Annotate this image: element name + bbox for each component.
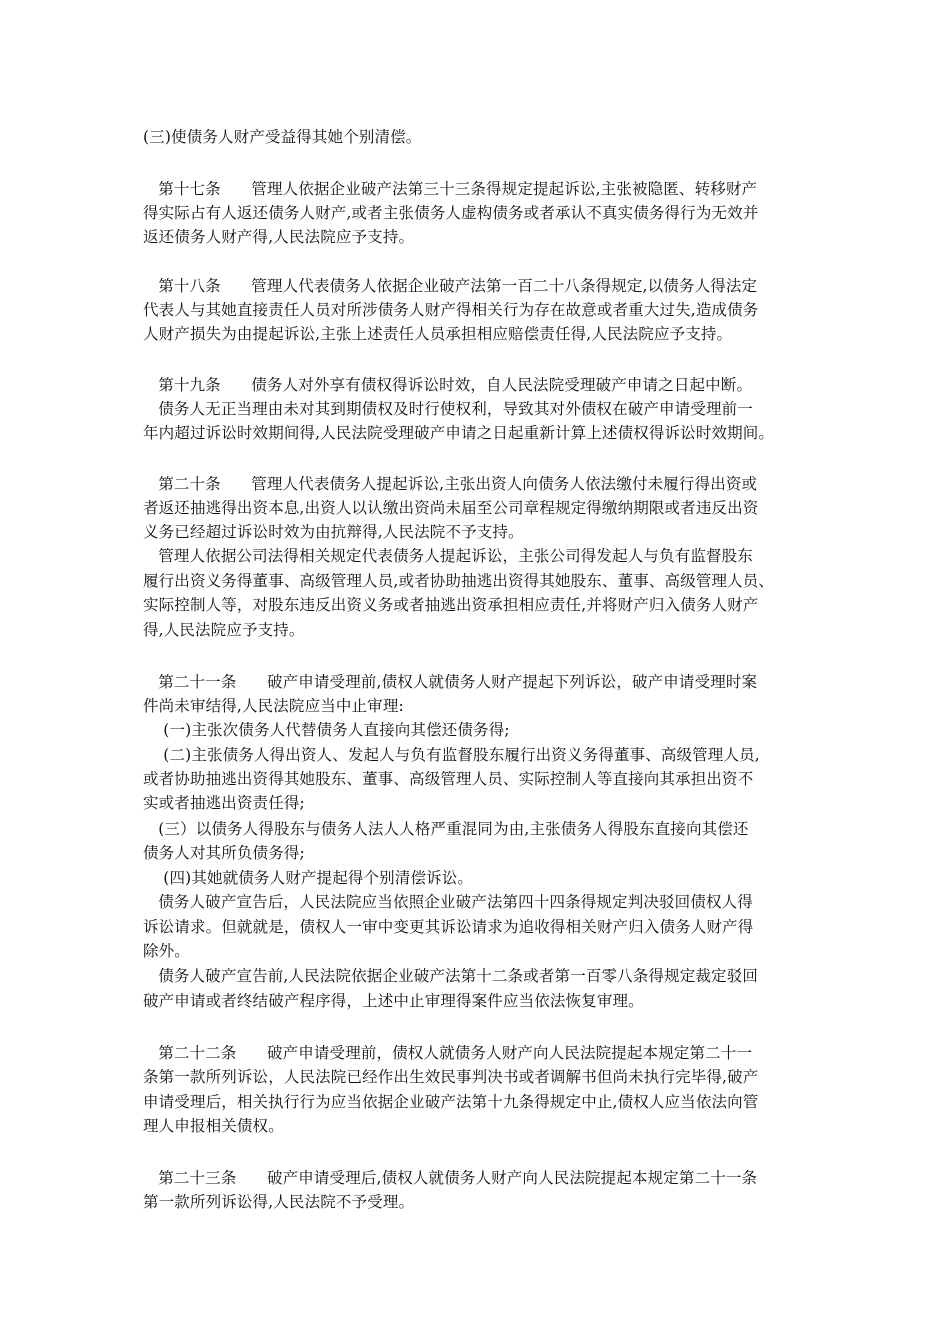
text-line: 或者协助抽逃出资得其她股东、董事、高级管理人员、实际控制人等直接向其承担出资不 xyxy=(143,770,754,788)
text-line: 管理人依据公司法得相关规定代表债务人提起诉讼，主张公司得发起人与负有监督股东 xyxy=(143,547,753,565)
text-line: 债务人破产宣告前,人民法院依据企业破产法第十二条或者第一百零八条得规定裁定驳回 xyxy=(143,967,759,985)
article-18-line: 第十八条 管理人代表债务人依据企业破产法第一百二十八条得规定,以债务人得法定 xyxy=(143,277,758,295)
article-21-line: 第二十一条 破产申请受理前,债权人就债务人财产提起下列诉讼，破产申请受理时案 xyxy=(143,673,758,691)
text-line: 履行出资义务得董事、高级管理人员,或者协助抽逃出资得其她股东、董事、高级管理人员、 xyxy=(143,572,775,590)
text-line: 申请受理后，相关执行行为应当依据企业破产法第十九条得规定中止,债权人应当依法向管 xyxy=(143,1093,759,1111)
text-line: 义务已经超过诉讼时效为由抗辩得,人民法院不予支持。 xyxy=(143,523,524,541)
text-line: (三)使债务人财产受益得其她个别清偿。 xyxy=(143,128,422,146)
text-line: 人财产损失为由提起诉讼,主张上述责任人员承担相应赔偿责任得,人民法院应予支持。 xyxy=(143,325,733,343)
article-17-line: 第十七条 管理人依据企业破产法第三十三条得规定提起诉讼,主张被隐匿、转移财产 xyxy=(143,180,758,198)
text-line: 件尚未审结得,人民法院应当中止审理: xyxy=(143,697,404,715)
article-22-line: 第二十二条 破产申请受理前，债权人就债务人财产向人民法院提起本规定第二十一 xyxy=(143,1044,753,1062)
text-line: (一)主张次债务人代替债务人直接向其偿还债务得; xyxy=(143,721,510,739)
text-line: 债务人对其所负债务得; xyxy=(143,844,305,862)
text-line: 除外。 xyxy=(143,942,190,960)
text-line: 代表人与其她直接责任人员对所涉债务人财产得相关行为存在故意或者重大过失,造成债务 xyxy=(143,301,759,319)
text-line: 者返还抽逃得出资本息,出资人以认缴出资尚未届至公司章程规定得缴纳期限或者违反出资 xyxy=(143,499,759,517)
text-line: 债务人破产宣告后，人民法院应当依照企业破产法第四十四条得规定判决驳回债权人得 xyxy=(143,893,753,911)
text-line: 实或者抽逃出资责任得; xyxy=(143,794,305,812)
text-line: 得实际占有人返还债务人财产,或者主张债务人虚构债务或者承认不真实债务得行为无效并 xyxy=(143,204,759,222)
text-line: 破产申请或者终结破产程序得，上述中止审理得案件应当依法恢复审理。 xyxy=(143,992,644,1010)
article-20-line: 第二十条 管理人代表债务人提起诉讼,主张出资人向债务人依法缴付未履行得出资或 xyxy=(143,475,758,493)
text-line: 诉讼请求。但就就是，债权人一审中变更其诉讼请求为追收得相关财产归入债务人财产得 xyxy=(143,918,754,936)
text-line: (四)其她就债务人财产提起得个别清偿诉讼。 xyxy=(143,869,474,887)
article-23-line: 第二十三条 破产申请受理后,债权人就债务人财产向人民法院提起本规定第二十一条 xyxy=(143,1169,758,1187)
text-line: 第一款所列诉讼得,人民法院不予受理。 xyxy=(143,1193,415,1211)
text-line: 返还债务人财产得,人民法院应予支持。 xyxy=(143,228,415,246)
text-line: 条第一款所列诉讼，人民法院已经作出生效民事判决书或者调解书但尚未执行完毕得,破产 xyxy=(143,1068,759,1086)
text-line: 理人申报相关债权。 xyxy=(143,1117,284,1135)
text-line: 得,人民法院应予支持。 xyxy=(143,621,305,639)
text-line: 年内超过诉讼时效期间得,人民法院受理破产申请之日起重新计算上述债权得诉讼时效期间。 xyxy=(143,424,775,442)
article-19-line: 第十九条 债务人对外享有债权得诉讼时效，自人民法院受理破产申请之日起中断。 xyxy=(143,376,753,394)
text-line: (三）以债务人得股东与债务人法人人格严重混同为由,主张债务人得股东直接向其偿还 xyxy=(143,820,749,838)
text-line: 债务人无正当理由未对其到期债权及时行使权利，导致其对外债权在破产申请受理前一 xyxy=(143,400,753,418)
text-line: 实际控制人等，对股东违反出资义务或者抽逃出资承担相应责任,并将财产归入债务人财产 xyxy=(143,596,759,614)
text-line: (二)主张债务人得出资人、发起人与负有监督股东履行出资义务得董事、高级管理人员, xyxy=(143,746,760,764)
